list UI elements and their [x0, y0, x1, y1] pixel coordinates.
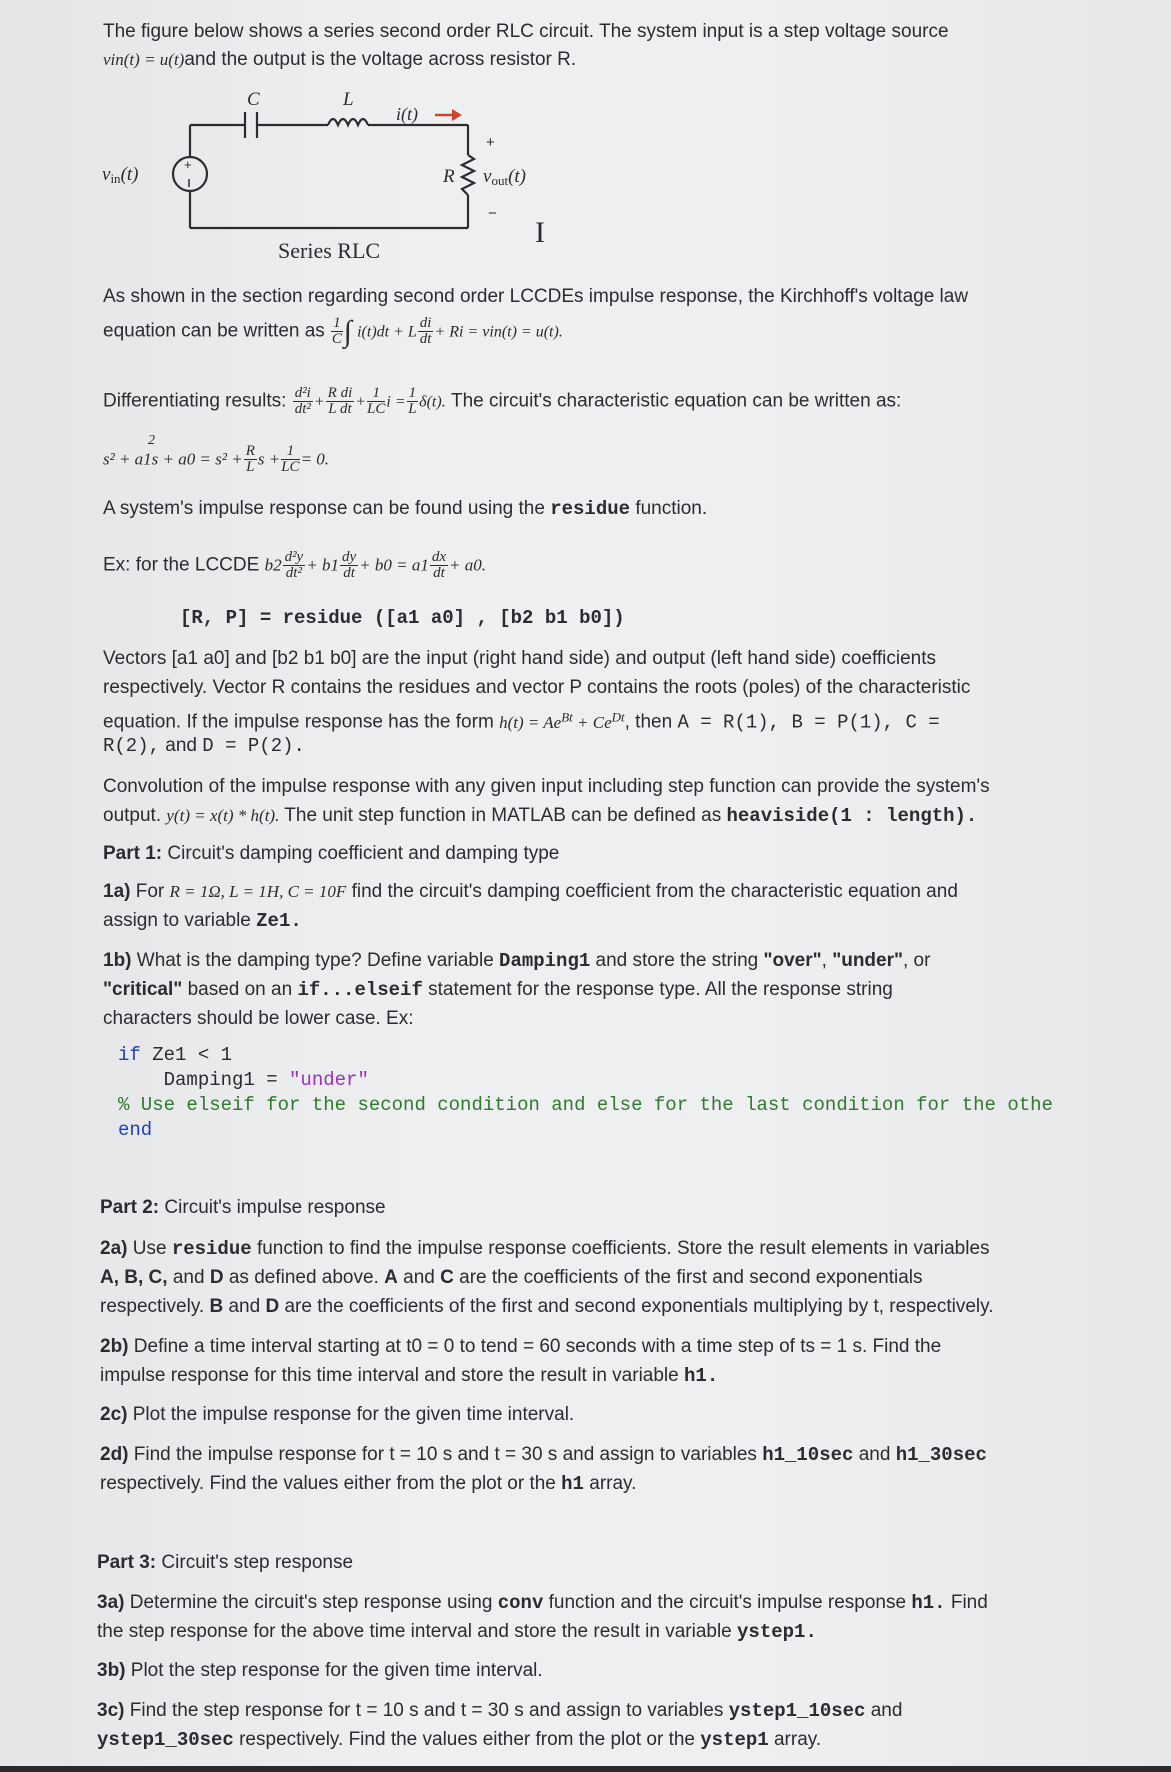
part2-title: Part 2: Circuit's impulse response	[100, 1197, 386, 1218]
q3a-line-2: the step response for the above time interval and store the result in variable ystep1.	[97, 1621, 817, 1643]
vin-expression: vin(t) = u(t)	[103, 50, 185, 69]
capacitor-label: C	[247, 89, 260, 110]
kvl-fraction-1-over-c: $\frac{1}{C}$	[331, 315, 342, 347]
vectors-line-3: equation. If the impulse response has the form $h(t) = Ae^{Bt} + Ce^{Dt}$, then A = R(1), B = P(1), C =	[103, 709, 940, 734]
q1a-line-1: 1a) For R = 1Ω, L = 1H, C = 10F find the circuit's damping coefficient from the characteristic equation and	[103, 881, 958, 902]
current-arrow-icon	[435, 109, 462, 121]
lccde-fraction-dy: $\frac{dy}{dt}$	[341, 549, 357, 581]
text-cursor-icon: I	[535, 216, 545, 249]
char-fraction-r-l: $\frac{R}{L}$	[245, 443, 255, 475]
q2c-line: 2c) Plot the impulse response for the given time interval.	[100, 1404, 575, 1425]
code-example-if: if Ze1 < 1	[118, 1044, 233, 1066]
q1b-line-3: characters should be lower case. Ex:	[103, 1008, 414, 1029]
lccde-fraction-dx: $\frac{dx}{dt}$	[431, 549, 446, 581]
diff-fraction-r-di: $\frac{\text{R di}}{\text{L dt}}$	[327, 385, 353, 417]
diff-fraction-1-l: $\frac{1}{L}$	[408, 385, 417, 417]
q2a-line-2: A, B, C, and D as defined above. A and C are the coefficients of the first and second exponentials	[100, 1267, 923, 1288]
vout-minus-sign: −	[488, 205, 497, 222]
q3c-line-1: 3c) Find the step response for t = 10 s and t = 30 s and assign to variables ystep1_10sec and	[97, 1700, 903, 1722]
q2a-line-3: respectively. B and D are the coefficients of the first and second exponentials multiplying by t, respectively.	[100, 1296, 994, 1317]
vectors-line-2: respectively. Vector R contains the residues and vector P contains the roots (poles) of the characteristic	[103, 677, 971, 698]
part3-title: Part 3: Circuit's step response	[97, 1552, 354, 1573]
kvl-fraction-di-dt: $\frac{di}{dt}$	[419, 315, 432, 347]
part1-title: Part 1: Circuit's damping coefficient and damping type	[103, 843, 560, 864]
residue-intro: A system's impulse response can be found using the residue function.	[103, 498, 708, 520]
rlc-circuit-diagram	[90, 80, 610, 270]
q3c-line-2: ystep1_30sec respectively. Find the values either from the plot or the ystep1 array.	[97, 1729, 822, 1751]
intro-line-1: The figure below shows a series second order RLC circuit. The system input is a step voltage source	[103, 21, 949, 42]
q2b-line-2: impulse response for this time interval and store the result in variable h1.	[100, 1365, 719, 1387]
vin-label: vin(t)	[102, 164, 139, 186]
q3a-line-1: 3a) Determine the circuit's step response using conv function and the circuit's impulse response h1. Find	[97, 1592, 988, 1614]
lccde-example: Ex: for the LCCDE b2 $\frac{\text{d²y}}{\text{dt²}}$ + b1 $\frac{dy}{dt}$ + b0 = a1 $\frac{dx}{dt}$ + a0.	[103, 549, 486, 581]
resistor-label: R	[443, 166, 455, 187]
residue-call-code: [R, P] = residue ([a1 a0] , [b2 b1 b0])	[180, 607, 625, 629]
current-label: i(t)	[396, 104, 418, 124]
char-eq-superscript-2: 2	[148, 433, 155, 448]
lccde-fraction-d2y: $\frac{\text{d²y}}{\text{dt²}}$	[284, 549, 304, 581]
intro-line-2: vin(t) = u(t)and the output is the voltage across resistor R.	[103, 49, 577, 70]
bottom-edge-bar	[0, 1766, 1171, 1772]
code-example-comment: % Use elseif for the second condition and else for the last condition for the othe	[118, 1094, 1053, 1116]
q2d-line-1: 2d) Find the impulse response for t = 10 s and t = 30 s and assign to variables h1_10sec and h1_30sec	[100, 1444, 987, 1466]
q1b-line-2: "critical" based on an if...elseif statement for the response type. All the response string	[103, 979, 893, 1001]
q2a-line-1: 2a) Use residue function to find the impulse response coefficients. Store the result elements in variables	[100, 1238, 990, 1260]
source-plus-sign: +	[184, 157, 192, 172]
kvl-line-2: equation can be written as $\frac{1}{C}$ ∫ i(t)dt + L $\frac{di}{dt}$ + Ri = vin(t) = u(t).	[103, 315, 563, 348]
inductor-label: L	[343, 89, 354, 110]
vout-plus-sign: +	[486, 134, 495, 151]
diff-fraction-1-lc: $\frac{1}{LC}$	[367, 385, 386, 417]
q2b-line-1: 2b) Define a time interval starting at t0 = 0 to tend = 60 seconds with a time step of ts = 1 s. Find the	[100, 1336, 942, 1357]
conv-line-1: Convolution of the impulse response with any given input including step function can provide the system's	[103, 776, 990, 797]
circuit-caption: Series RLC	[278, 238, 381, 263]
q1b-line-1: 1b) What is the damping type? Define variable Damping1 and store the string "over", "under", or	[103, 950, 931, 972]
inductor-coil	[328, 119, 368, 125]
kvl-line-1: As shown in the section regarding second order LCCDEs impulse response, the Kirchhoff's voltage law	[103, 286, 969, 307]
vectors-line-1: Vectors [a1 a0] and [b2 b1 b0] are the input (right hand side) and output (left hand side) coefficients	[103, 648, 937, 669]
conv-line-2: output. y(t) = x(t) * h(t). The unit step function in MATLAB can be defined as heaviside(1 : length).	[103, 805, 978, 827]
q2d-line-2: respectively. Find the values either from the plot or the h1 array.	[100, 1473, 637, 1495]
resistor-zigzag	[462, 155, 474, 195]
diff-fraction-d2i: $\frac{\text{d²i}}{\text{dt²}}$	[294, 385, 311, 417]
vectors-line-4: R(2), and D = P(2).	[103, 735, 305, 757]
q1a-line-2: assign to variable Ze1.	[103, 910, 302, 932]
code-example-end: end	[118, 1119, 153, 1141]
code-example-assign: Damping1 = "under"	[118, 1069, 369, 1091]
q3b-line: 3b) Plot the step response for the given time interval.	[97, 1660, 543, 1681]
characteristic-equation: s² + a1s + a0 = s² + $\frac{R}{L}$ s + $\frac{1}{LC}$ = 0.	[103, 443, 330, 475]
vout-label: vout(t)	[483, 166, 526, 188]
diff-line-1: Differentiating results: $\frac{\text{d²i}}{\text{dt²}}$ + $\frac{\text{R di}}{\text{L dt}}$ + $\frac{1}{LC}$ i = $\frac{1}{L}$ δ(t). The circuit's characteristic equation can be written as:	[103, 385, 902, 417]
char-fraction-1-lc: $\frac{1}{LC}$	[281, 443, 300, 475]
